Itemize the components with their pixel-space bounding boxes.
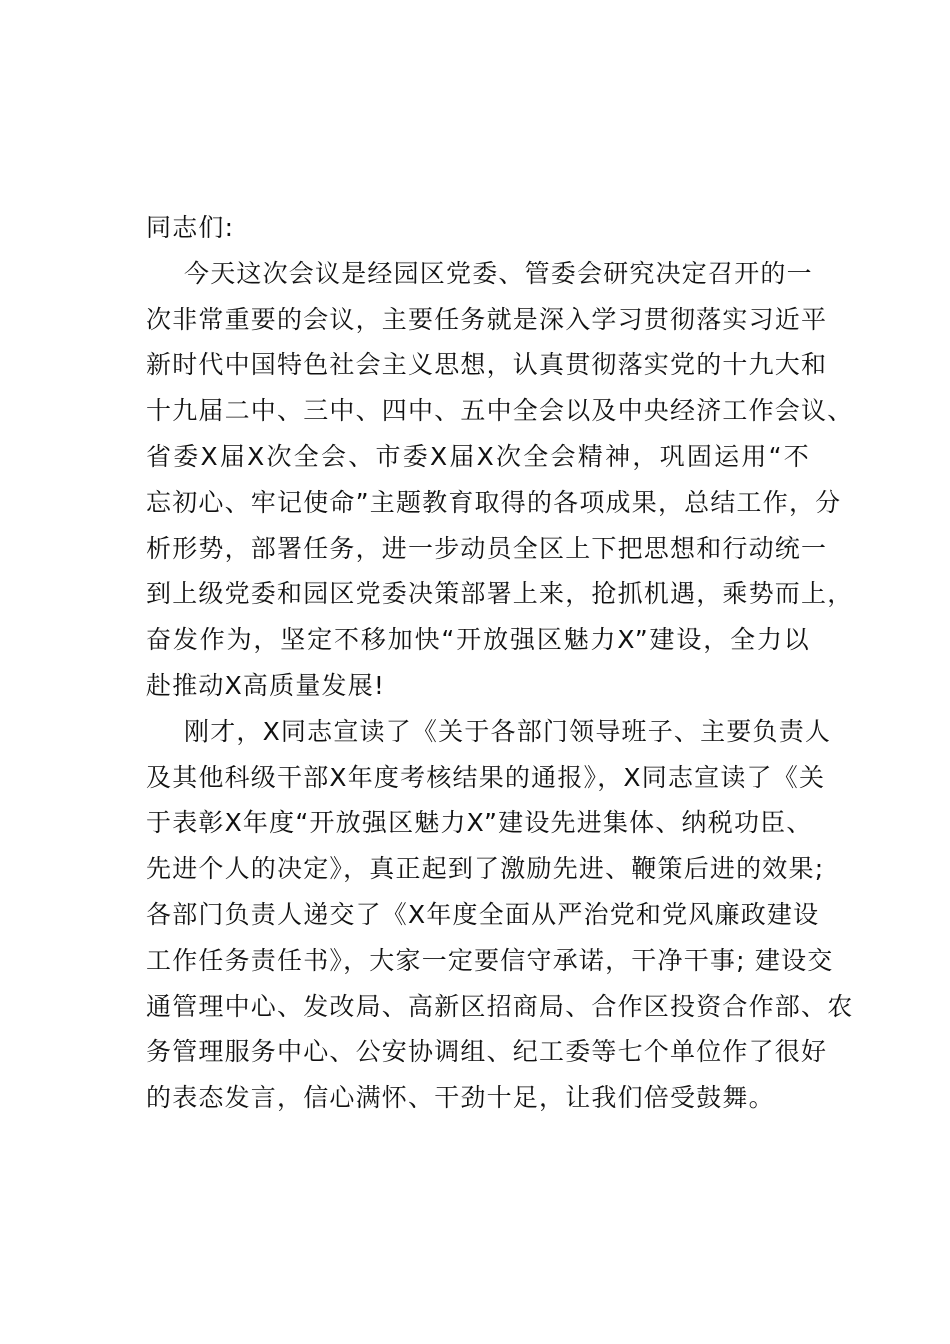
paragraph-line: 忘初心、牢记使命”主题教育取得的各项成果，总结工作，分 — [146, 487, 842, 517]
paragraph-line: 先进个人的决定》，真正起到了激励先进、鞭策后进的效果; — [146, 854, 825, 884]
paragraph-line: 十九届二中、三中、四中、五中全会以及中央经济工作会议、 — [146, 396, 854, 426]
salutation: 同志们: — [146, 213, 235, 242]
paragraph-line: 工作任务责任书》，大家一定要信守承诺，干净干事; 建设交 — [146, 945, 834, 975]
paragraph-1 — [146, 251, 854, 709]
paragraph-line: 各部门负责人递交了《X年度全面从严治党和党风廉政建设 — [146, 899, 820, 929]
paragraph-line: 省委X届X次全会、市委X届X次全会精神，巩固运用“不 — [146, 441, 810, 471]
paragraph-line: 于表彰X年度“开放强区魅力X”建设先进集体、纳税功臣、 — [146, 808, 813, 838]
paragraph-line: 到上级党委和园区党委决策部署上来，抢抓机遇，乘势而上， — [146, 579, 854, 609]
paragraph-line: 次非常重要的会议，主要任务就是深入学习贯彻落实习近平 — [146, 304, 828, 334]
paragraph-line: 今天这次会议是经园区党委、管委会研究决定召开的一 — [184, 258, 813, 288]
paragraph-line: 析形势，部署任务，进一步动员全区上下把思想和行动统一 — [146, 533, 828, 563]
paragraph-line: 赴推动X高质量发展! — [146, 670, 386, 700]
document-body — [146, 205, 854, 1121]
paragraph-line: 及其他科级干部X年度考核结果的通报》，X同志宣读了《关 — [146, 762, 826, 792]
paragraph-line: 务管理服务中心、公安协调组、纪工委等七个单位作了很好 — [146, 1037, 828, 1067]
paragraph-line: 新时代中国特色社会主义思想，认真贯彻落实党的十九大和 — [146, 350, 828, 380]
paragraph-line: 刚才，X同志宣读了《关于各部门领导班子、主要负责人 — [184, 716, 832, 746]
paragraph-line: 的表态发言，信心满怀、干劲十足，让我们倍受鼓舞。 — [146, 1083, 775, 1113]
paragraph-2 — [146, 709, 854, 1121]
paragraph-line: 奋发作为，坚定不移加快“开放强区魅力X”建设，全力以 — [146, 625, 810, 655]
paragraph-line: 通管理中心、发改局、高新区招商局、合作区投资合作部、农 — [146, 991, 854, 1021]
